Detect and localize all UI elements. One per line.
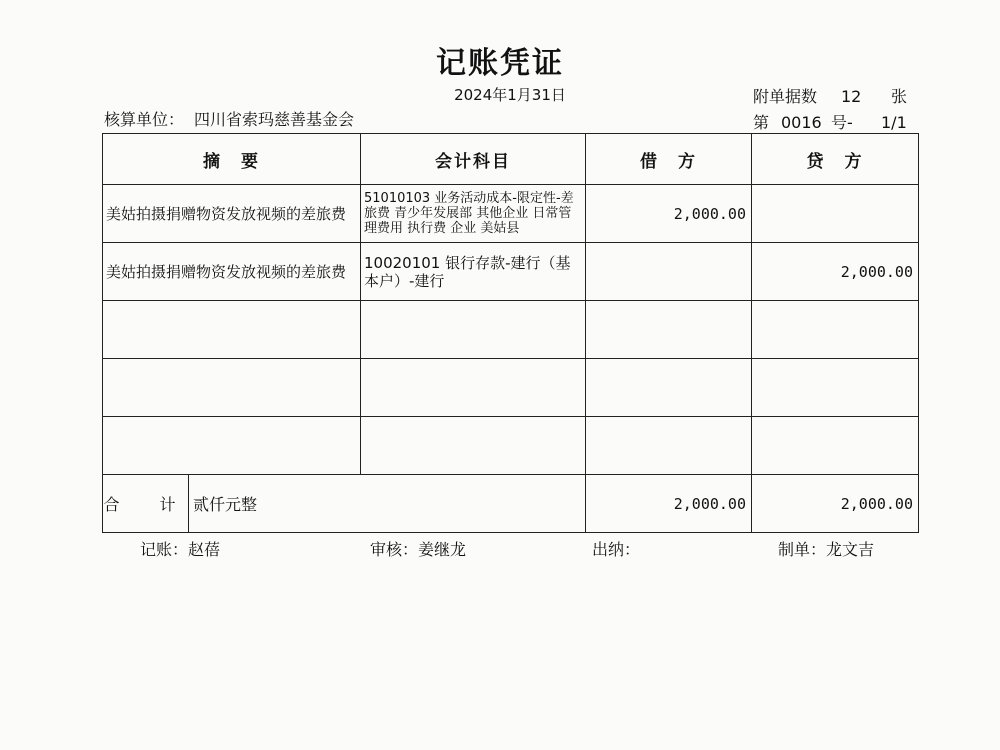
row-debit: [586, 359, 752, 417]
row-summary: [103, 359, 361, 417]
voucher-date: 2024年1月31日: [454, 86, 566, 104]
voucher-title: 记账凭证: [436, 46, 564, 81]
total-label: 合 计: [103, 475, 189, 533]
attachment-unit: 张: [891, 87, 908, 106]
accounting-unit-label: 核算单位：: [104, 110, 185, 129]
total-amount-words: 贰仟元整: [189, 475, 586, 533]
table-row: [103, 243, 919, 301]
row-credit: [752, 417, 919, 475]
attachment-count: [753, 84, 918, 107]
row-credit: [752, 301, 919, 359]
row-debit: [586, 243, 752, 301]
total-debit: 2,000.00: [586, 475, 752, 533]
row-account: [361, 359, 586, 417]
row-account: 51010103 业务活动成本-限定性-差旅费 青少年发展部 其他企业 日常管理费用 执行费 企业 美姑县: [361, 185, 586, 243]
bookkeeper-signature: 记账：赵蓓: [140, 540, 221, 559]
table-row: [103, 185, 919, 243]
table-row: [103, 417, 919, 475]
row-account: [361, 301, 586, 359]
header-account: 会计科目: [361, 134, 586, 185]
table-row: [103, 301, 919, 359]
reviewer-signature: 审核：姜继龙: [370, 540, 467, 559]
total-credit: 2,000.00: [752, 475, 919, 533]
cashier-signature: 出纳：: [592, 540, 641, 559]
row-account: [361, 417, 586, 475]
row-summary: 美姑拍摄捐赠物资发放视频的差旅费: [103, 185, 361, 243]
row-account: 10020101 银行存款-建行（基本户）-建行: [361, 243, 586, 301]
header-debit: 借 方: [586, 134, 752, 185]
row-debit: [586, 417, 752, 475]
row-summary: 美姑拍摄捐赠物资发放视频的差旅费: [103, 243, 361, 301]
header-summary: 摘 要: [103, 134, 361, 185]
table-header-row: [103, 134, 919, 185]
row-debit: 2,000.00: [586, 185, 752, 243]
row-summary: [103, 301, 361, 359]
voucher-table: [102, 133, 919, 533]
attachment-label: 附单据数: [753, 87, 818, 106]
table-row: [103, 359, 919, 417]
row-debit: [586, 301, 752, 359]
voucher-page: 1/1: [881, 113, 907, 132]
preparer-signature: 制单：龙文吉: [778, 540, 875, 559]
attachment-value: 12: [841, 87, 862, 106]
voucher-number-value: 0016: [781, 113, 822, 132]
row-summary: [103, 417, 361, 475]
voucher-number-suffix: 号-: [831, 113, 853, 132]
voucher-number-label: 第: [753, 113, 770, 132]
header-credit: 贷 方: [752, 134, 919, 185]
total-row: [103, 475, 919, 533]
accounting-unit-name: 四川省索玛慈善基金会: [194, 110, 355, 129]
voucher-number: [753, 110, 918, 133]
accounting-unit: [104, 107, 354, 130]
row-credit: [752, 185, 919, 243]
row-credit: 2,000.00: [752, 243, 919, 301]
row-credit: [752, 359, 919, 417]
